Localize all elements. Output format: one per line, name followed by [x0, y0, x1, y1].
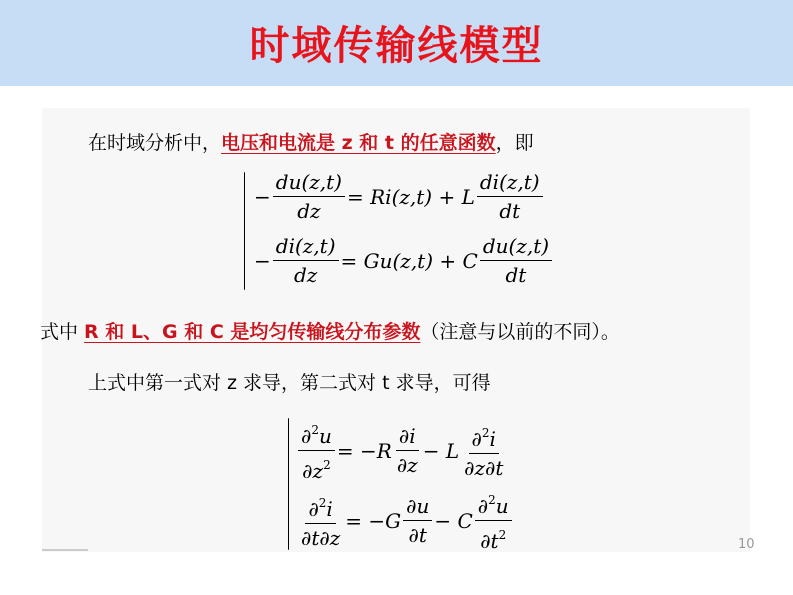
eq1-r1-rhs-num: di(z,t)	[477, 170, 543, 197]
page-number: 10	[738, 537, 755, 552]
eq2-r1-mid1: = −R	[336, 438, 392, 463]
equation-2-row-1: $\frac{\partial^2u}{\partial z^2}$ = −R $\frac{\partial i}{\partial z}$ − L $\frac{\partial^2i}{\partial z\partial t}$	[296, 418, 508, 483]
equation-2-row-2: $\frac{\partial^2i}{\partial t\partial z}$ = −G $\frac{\partial u}{\partial t}$ − C $\frac{\partial^2u}{\partial t^2}$	[296, 488, 514, 553]
eq1-r2-rhs-num: du(z,t)	[480, 234, 552, 261]
equation-1-row-2: − $\frac{di(z,t)}{dz}$ = Gu(z,t) + C $\frac{du(z,t)}{dt}$	[254, 234, 554, 287]
params-prefix: 式中	[40, 321, 85, 343]
slide-title: 时域传输线模型	[249, 23, 544, 69]
params-highlight: R 和 L、G 和 C 是均匀传输线分布参数	[84, 321, 421, 343]
intro-line	[88, 128, 534, 155]
eq1-r2-mid: = Gu(z,t) + C	[340, 248, 478, 273]
eq2-r1-mid2: − L	[422, 438, 460, 463]
derive-line: 上式中第一式对 z 求导，第二式对 t 求导，可得	[88, 372, 491, 394]
brace-left-1	[244, 172, 245, 290]
corner-mark	[42, 549, 88, 551]
intro-highlight: 电压和电流是 z 和 t 的任意函数	[221, 132, 496, 154]
eq2-r2-mid1: = −G	[345, 508, 402, 533]
eq2-r2-mid2: − C	[434, 508, 473, 533]
params-suffix: （注意与以前的不同）。	[420, 321, 620, 343]
eq1-r1-mid: = Ri(z,t) + L	[347, 184, 475, 209]
eq1-r1-rhs-den: dt	[499, 199, 521, 223]
eq1-r2-lhs-num: di(z,t)	[273, 234, 339, 261]
intro-prefix: 在时域分析中，	[88, 132, 222, 154]
eq1-r1-lhs-num: du(z,t)	[273, 170, 345, 197]
eq1-r2-rhs-den: dt	[505, 263, 527, 287]
eq1-r1-lhs-den: dz	[297, 199, 321, 223]
eq1-r2-lhs-den: dz	[293, 263, 318, 287]
params-line	[40, 317, 620, 344]
intro-suffix: ，即	[495, 132, 534, 154]
title-bar	[0, 0, 793, 86]
equation-1-row-1: − $\frac{du(z,t)}{dz}$ = Ri(z,t) + L $\frac{di(z,t)}{dt}$	[254, 170, 545, 223]
brace-left-2	[288, 418, 289, 550]
